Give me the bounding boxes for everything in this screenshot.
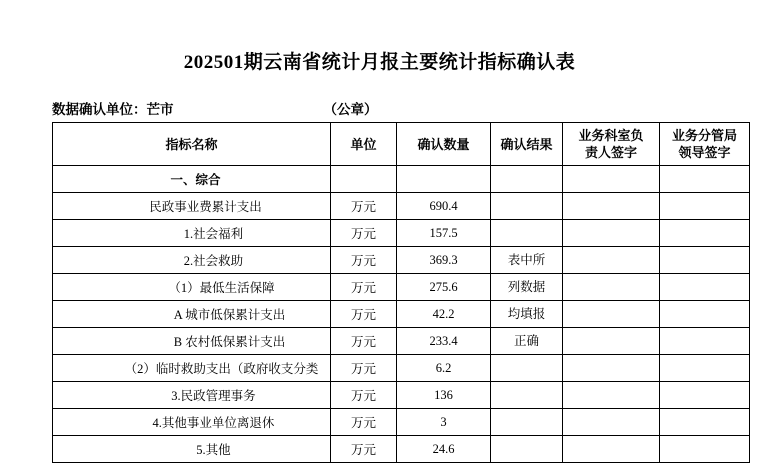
cell-quantity: 275.6 [397, 274, 491, 301]
cell-section-signature[interactable] [563, 274, 660, 301]
cell-confirm-result: 列数据 [491, 274, 563, 301]
cell-leader-signature[interactable] [660, 382, 750, 409]
cell-unit: 万元 [331, 328, 397, 355]
data-confirm-unit-label: 数据确认单位：芒市 [52, 102, 174, 117]
cell-indicator-name [53, 409, 331, 436]
cell-unit: 万元 [331, 382, 397, 409]
cell-leader-signature[interactable] [660, 193, 750, 220]
cell-confirm-result [491, 193, 563, 220]
cell-quantity: 690.4 [397, 193, 491, 220]
cell-unit: 万元 [331, 274, 397, 301]
cell-confirm-result: 表中所 [491, 247, 563, 274]
table-row [53, 274, 750, 301]
header-leader-signature-line1: 业务分管局 [671, 128, 737, 143]
cell-leader-signature[interactable] [660, 436, 750, 463]
cell-unit: 万元 [331, 247, 397, 274]
indicator-name-text: 5.其他 [196, 443, 231, 457]
indicator-name-text: B 农村低保累计支出 [173, 335, 286, 349]
cell-confirm-result [491, 220, 563, 247]
cell-unit [331, 166, 397, 193]
cell-confirm-result [491, 409, 563, 436]
cell-leader-signature[interactable] [660, 220, 750, 247]
cell-quantity: 157.5 [397, 220, 491, 247]
cell-quantity: 233.4 [397, 328, 491, 355]
header-unit: 单位 [331, 123, 397, 166]
table-row [53, 328, 750, 355]
cell-quantity: 24.6 [397, 436, 491, 463]
cell-indicator-name [53, 301, 331, 328]
table-row [53, 382, 750, 409]
cell-leader-signature[interactable] [660, 328, 750, 355]
cell-indicator-name [53, 382, 331, 409]
table-row [53, 220, 750, 247]
cell-leader-signature[interactable] [660, 247, 750, 274]
table-header-row [53, 123, 750, 166]
indicator-name-text: 4.其他事业单位离退休 [152, 416, 275, 430]
cell-leader-signature[interactable] [660, 274, 750, 301]
table-row [53, 355, 750, 382]
cell-confirm-result: 正确 [491, 328, 563, 355]
table-body [53, 166, 750, 463]
cell-indicator-name [53, 328, 331, 355]
header-section-signature-line2: 责人签字 [584, 145, 637, 160]
cell-indicator-name [53, 274, 331, 301]
table-row [53, 301, 750, 328]
cell-indicator-name [53, 220, 331, 247]
table-row [53, 247, 750, 274]
page-title: 202501期云南省统计月报主要统计指标确认表 [183, 52, 576, 73]
cell-unit: 万元 [331, 436, 397, 463]
cell-quantity: 42.2 [397, 301, 491, 328]
indicator-confirmation-table [52, 122, 750, 463]
cell-leader-signature[interactable] [660, 355, 750, 382]
cell-section-signature[interactable] [563, 328, 660, 355]
cell-unit: 万元 [331, 409, 397, 436]
cell-section-signature[interactable] [563, 220, 660, 247]
indicator-name-text: 3.民政管理事务 [171, 389, 256, 403]
cell-confirm-result [491, 355, 563, 382]
cell-section-signature[interactable] [563, 247, 660, 274]
cell-confirm-result: 均填报 [491, 301, 563, 328]
cell-indicator-name [53, 166, 331, 193]
cell-confirm-result [491, 382, 563, 409]
cell-section-signature[interactable] [563, 193, 660, 220]
cell-leader-signature[interactable] [660, 301, 750, 328]
header-section-signature-line1: 业务科室负 [578, 128, 644, 143]
table-row [53, 193, 750, 220]
cell-quantity: 3 [397, 409, 491, 436]
indicator-name-text: （1）最低生活保障 [168, 281, 275, 295]
indicator-name-text: 民政事业费累计支出 [149, 200, 262, 214]
cell-leader-signature[interactable] [660, 166, 750, 193]
table-row [53, 409, 750, 436]
cell-indicator-name [53, 247, 331, 274]
cell-section-signature[interactable] [563, 436, 660, 463]
header-leader-signature-line2: 领导签字 [678, 145, 731, 160]
indicator-name-text: A 城市低保累计支出 [173, 308, 286, 322]
cell-section-signature[interactable] [563, 409, 660, 436]
unit-row [52, 98, 707, 118]
cell-unit: 万元 [331, 193, 397, 220]
indicator-name-text: 2.社会救助 [183, 254, 244, 268]
cell-confirm-result [491, 436, 563, 463]
cell-indicator-name [53, 193, 331, 220]
cell-quantity [397, 166, 491, 193]
cell-quantity: 369.3 [397, 247, 491, 274]
cell-section-signature[interactable] [563, 166, 660, 193]
cell-leader-signature[interactable] [660, 409, 750, 436]
cell-section-signature[interactable] [563, 382, 660, 409]
indicator-name-text: 一、综合 [170, 173, 221, 187]
cell-indicator-name [53, 355, 331, 382]
header-section-signature [563, 123, 660, 166]
cell-confirm-result [491, 166, 563, 193]
cell-unit: 万元 [331, 301, 397, 328]
cell-section-signature[interactable] [563, 301, 660, 328]
header-leader-signature [660, 123, 750, 166]
table-row [53, 166, 750, 193]
indicator-name-text: 1.社会福利 [183, 227, 244, 241]
cell-section-signature[interactable] [563, 355, 660, 382]
header-result: 确认结果 [491, 123, 563, 166]
cell-unit: 万元 [331, 355, 397, 382]
cell-unit: 万元 [331, 220, 397, 247]
official-seal-label: （公章） [323, 102, 378, 117]
cell-quantity: 6.2 [397, 355, 491, 382]
cell-quantity: 136 [397, 382, 491, 409]
header-quantity: 确认数量 [397, 123, 491, 166]
indicator-name-text: （2）临时救助支出（政府收支分类 [124, 362, 319, 376]
table-row [53, 436, 750, 463]
header-indicator-name: 指标名称 [53, 123, 331, 166]
cell-indicator-name [53, 436, 331, 463]
